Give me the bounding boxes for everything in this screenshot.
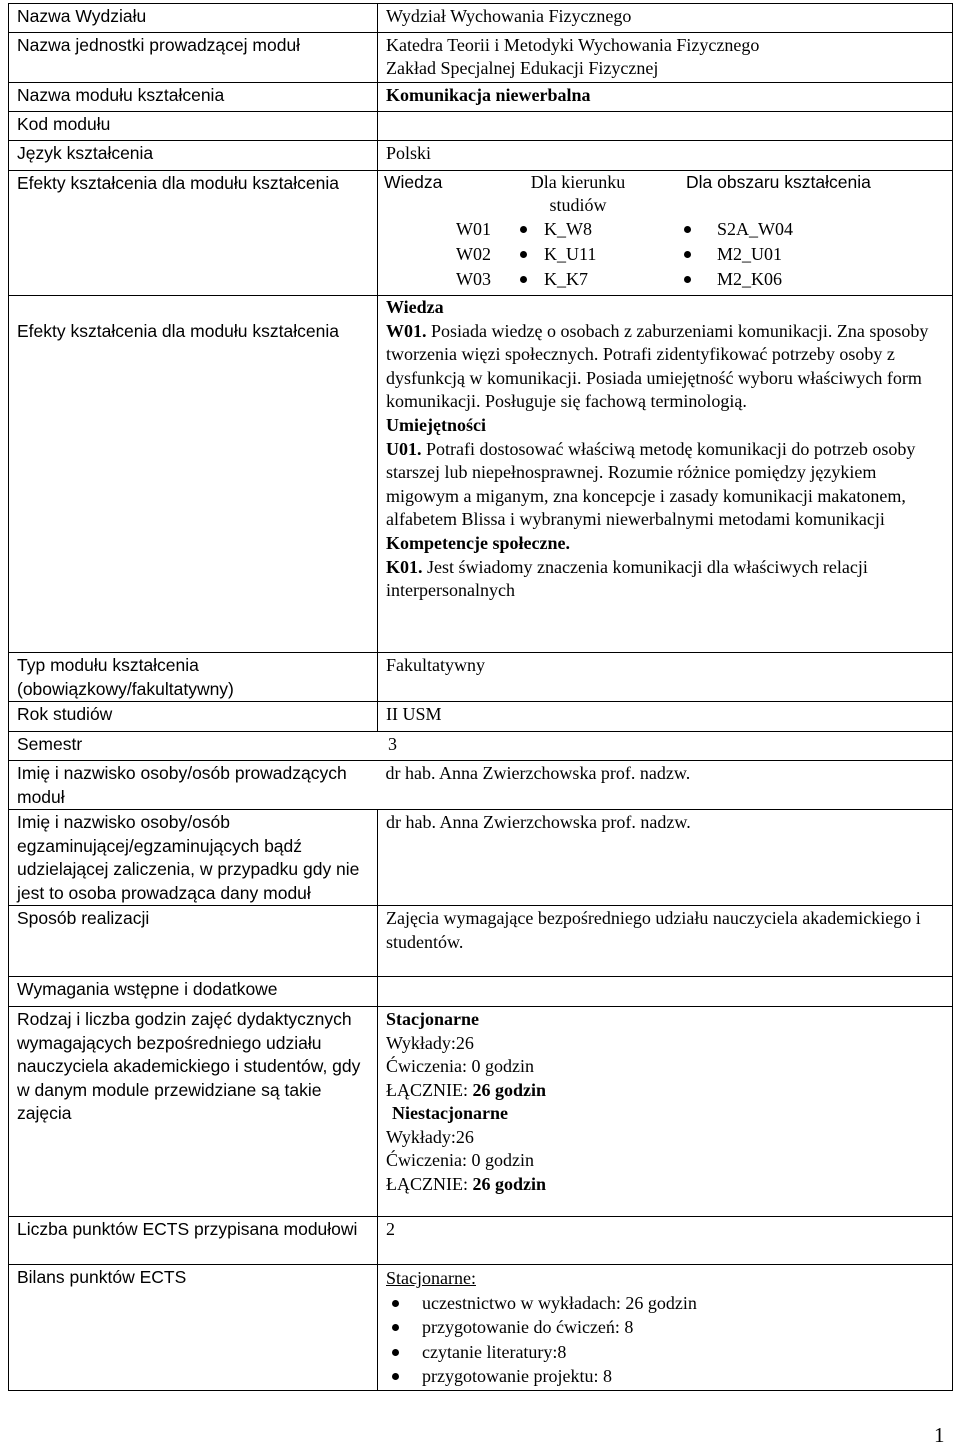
row-sposob bbox=[9, 906, 953, 977]
bilans-item: przygotowanie projektu: 8 bbox=[386, 1364, 944, 1389]
bilans-item: uczestnictwo w wykładach: 26 godzin bbox=[386, 1291, 944, 1316]
w01-text: Posiada wiedzę o osobach z zaburzeniami komunikacji. Zna sposoby tworzenia więzi społecznych. Potrafi zidentyfikować potrzeby osoby z dysfunkcją w komunikacji. Posiada umiejętność wyboru właściwych form komunikacji. Posługuje się fachową terminologią. bbox=[386, 320, 929, 412]
efekty-code: W01 bbox=[456, 219, 491, 239]
niestac-cwiczenia: Ćwiczenia: 0 godzin bbox=[386, 1150, 534, 1170]
label-sposob: Sposób realizacji bbox=[9, 906, 378, 977]
label-bilans: Bilans punktów ECTS bbox=[9, 1265, 378, 1391]
value-typ: Fakultatywny bbox=[378, 653, 953, 702]
wiedza-heading: Wiedza bbox=[386, 297, 444, 317]
value-sposob: Zajęcia wymagające bezpośredniego udziału nauczyciela akademickiego i studentów. bbox=[378, 906, 953, 977]
kierunek-item: K_W8 bbox=[514, 217, 596, 242]
label-efekty-table: Efekty kształcenia dla modułu kształcenia bbox=[9, 171, 378, 296]
row-godziny bbox=[9, 1007, 953, 1217]
label-rok: Rok studiów bbox=[9, 702, 378, 732]
row-jednostka bbox=[9, 33, 953, 83]
kierunek-item: K_U11 bbox=[514, 242, 596, 267]
value-modul: Komunikacja niewerbalna bbox=[378, 83, 953, 112]
value-jednostka bbox=[378, 33, 953, 83]
obszar-item: M2_K06 bbox=[678, 267, 793, 292]
row-wymagania bbox=[9, 977, 953, 1007]
value-rok: II USM bbox=[378, 702, 953, 732]
label-godziny: Rodzaj i liczba godzin zajęć dydaktycznych wymagających bezpośredniego udziału nauczyciela akademickiego i studentów, gdy w danym module przewidziane są takie zajęcia bbox=[9, 1007, 378, 1217]
label-efekty-text: Efekty kształcenia dla modułu kształcenia bbox=[9, 296, 378, 653]
row-kod bbox=[9, 112, 953, 141]
value-egzaminujacy: dr hab. Anna Zwierzchowska prof. nadzw. bbox=[378, 810, 953, 906]
label-modul: Nazwa modułu kształcenia bbox=[9, 83, 378, 112]
value-jezyk: Polski bbox=[378, 141, 953, 171]
stac-lacznie-value: 26 godzin bbox=[472, 1079, 546, 1100]
row-wydzial bbox=[9, 4, 953, 33]
niestac-lacznie bbox=[386, 1173, 944, 1197]
label-ects: Liczba punktów ECTS przypisana modułowi bbox=[9, 1217, 378, 1265]
semestr-cell bbox=[9, 732, 953, 761]
niestac-lacznie-value: 26 godzin bbox=[472, 1173, 546, 1194]
u01-text: Potrafi dostosować właściwą metodę komunikacji do potrzeb osoby starszej lub niepełnosprawnej. Rozumie różnice pomiędzy językiem migowym a miganym, zna koncepcje i zasady komunikacji makatonem, alfabetem Blissa i wybranymi niewerbalnymi metodami komunikacji bbox=[386, 438, 916, 530]
label-prowadzacy: Imię i nazwisko osoby/osób prowadzących moduł bbox=[9, 761, 378, 810]
value-ects: 2 bbox=[378, 1217, 953, 1265]
k01-text: Jest świadomy znaczenia komunikacji dla właściwych relacji interpersonalnych bbox=[386, 556, 868, 601]
row-efekty-text bbox=[9, 296, 953, 653]
niestac-wyklady: Wykłady:26 bbox=[386, 1126, 474, 1147]
row-rok bbox=[9, 702, 953, 732]
bilans-heading: Stacjonarne: bbox=[386, 1268, 476, 1288]
value-wydzial: Wydział Wychowania Fizycznego bbox=[378, 4, 953, 33]
stac-wyklady: Wykłady:26 bbox=[386, 1032, 474, 1053]
obszar-item: M2_U01 bbox=[678, 242, 793, 267]
efekty-header-obszar: Dla obszaru kształcenia bbox=[686, 172, 871, 192]
stac-lacznie-label: ŁĄCZNIE: bbox=[386, 1079, 473, 1100]
label-wymagania: Wymagania wstępne i dodatkowe bbox=[9, 977, 378, 1007]
value-wymagania bbox=[378, 977, 953, 1007]
label-semestr: Semestr bbox=[17, 734, 83, 754]
stac-heading: Stacjonarne bbox=[386, 1009, 479, 1029]
row-ects bbox=[9, 1217, 953, 1265]
w01-code: W01. bbox=[386, 320, 427, 341]
stac-lacznie bbox=[386, 1079, 944, 1103]
value-bilans bbox=[378, 1265, 953, 1391]
row-bilans bbox=[9, 1265, 953, 1391]
efekty-codes bbox=[456, 217, 491, 292]
value-kod bbox=[378, 112, 953, 141]
efekty-header-wiedza: Wiedza bbox=[384, 172, 443, 192]
kompetencje-heading: Kompetencje społeczne. bbox=[386, 532, 570, 553]
niestac-lacznie-label: ŁĄCZNIE: bbox=[386, 1173, 473, 1194]
row-modul bbox=[9, 83, 953, 112]
label-kod: Kod modułu bbox=[9, 112, 378, 141]
label-jednostka: Nazwa jednostki prowadzącej moduł bbox=[9, 33, 378, 83]
row-jezyk bbox=[9, 141, 953, 171]
label-egzaminujacy: Imię i nazwisko osoby/osób egzaminującej/egzaminujących bądź udzielającej zaliczenia, w przypadku gdy nie jest to osoba prowadząca dany moduł bbox=[9, 810, 378, 906]
value-efekty-table bbox=[378, 171, 953, 296]
module-card-table bbox=[8, 3, 953, 1391]
efekty-kierunek-list bbox=[514, 217, 596, 292]
label-wydzial: Nazwa Wydziału bbox=[9, 4, 378, 33]
u01-code: U01. bbox=[386, 438, 422, 459]
efekty-obszar-list bbox=[678, 217, 793, 292]
obszar-item: S2A_W04 bbox=[678, 217, 793, 242]
page-number: 1 bbox=[934, 1423, 945, 1447]
efekty-header-kierunek: Dla kierunku studiów bbox=[530, 172, 626, 215]
k01-code: K01. bbox=[386, 556, 423, 577]
bilans-list bbox=[386, 1291, 944, 1389]
jednostka-line-1: Katedra Teorii i Metodyki Wychowania Fizycznego bbox=[386, 35, 760, 55]
label-typ: Typ modułu kształcenia (obowiązkowy/fakultatywny) bbox=[9, 653, 378, 702]
stac-cwiczenia: Ćwiczenia: 0 godzin bbox=[386, 1056, 534, 1076]
umiejetnosci-heading: Umiejętności bbox=[386, 414, 486, 435]
row-prowadzacy bbox=[9, 761, 953, 810]
value-efekty-text bbox=[378, 296, 953, 653]
value-semestr: 3 bbox=[388, 734, 397, 754]
kierunek-item: K_K7 bbox=[514, 267, 596, 292]
jednostka-line-2: Zakład Specjalnej Edukacji Fizycznej bbox=[386, 58, 659, 78]
efekty-code: W03 bbox=[456, 269, 491, 289]
efekty-code: W02 bbox=[456, 244, 491, 264]
row-semestr bbox=[9, 732, 953, 761]
bilans-item: przygotowanie do ćwiczeń: 8 bbox=[386, 1315, 944, 1340]
label-jezyk: Język kształcenia bbox=[9, 141, 378, 171]
row-typ bbox=[9, 653, 953, 702]
value-godziny bbox=[378, 1007, 953, 1217]
bilans-item: czytanie literatury:8 bbox=[386, 1340, 944, 1365]
value-prowadzacy: dr hab. Anna Zwierzchowska prof. nadzw. bbox=[378, 761, 953, 810]
row-efekty-table bbox=[9, 171, 953, 296]
niestac-heading: Niestacjonarne bbox=[392, 1103, 508, 1123]
row-egzaminujacy bbox=[9, 810, 953, 906]
